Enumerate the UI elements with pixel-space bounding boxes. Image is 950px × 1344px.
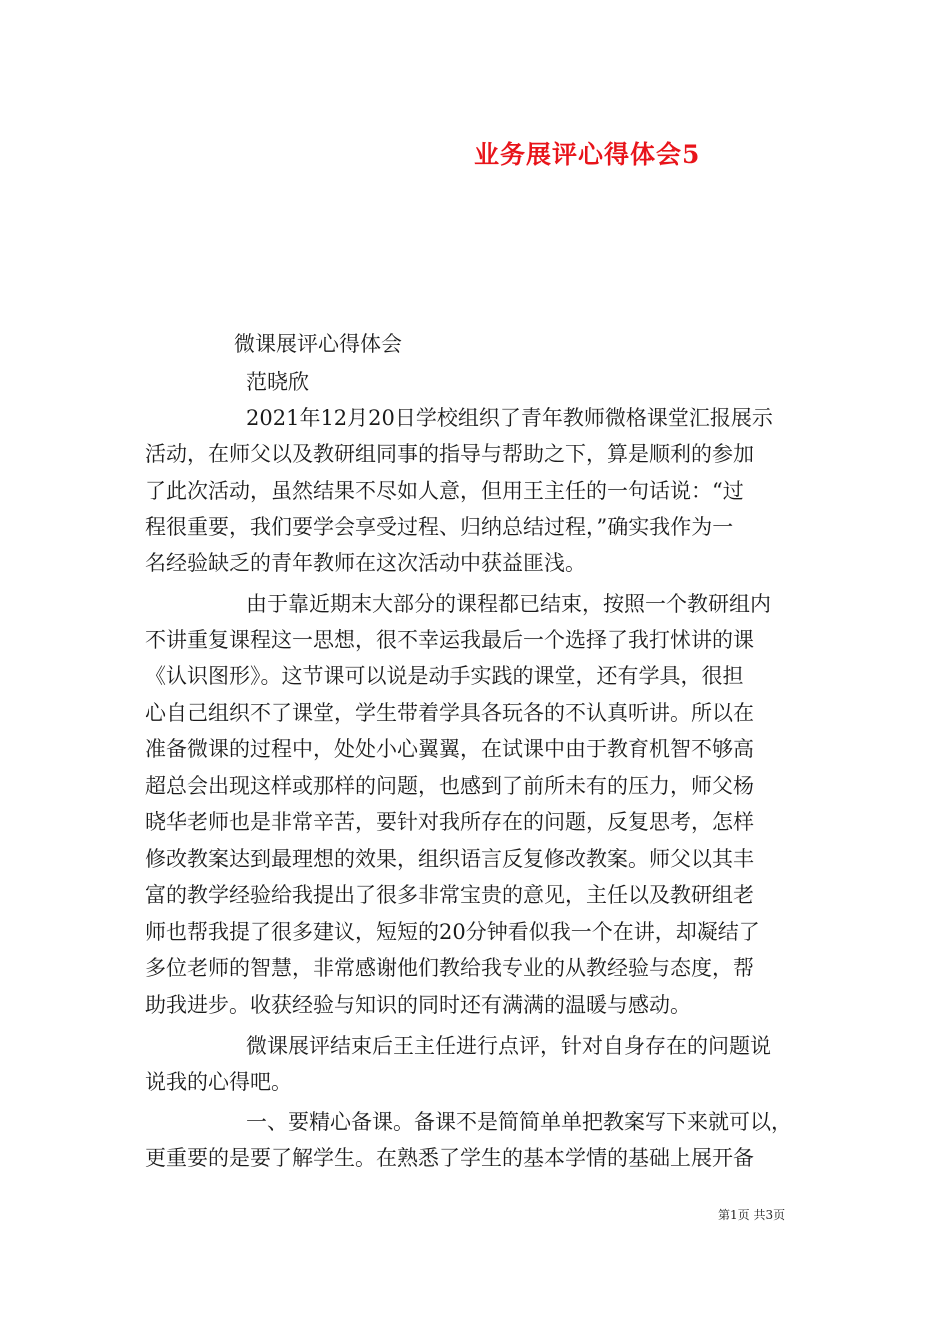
paragraph-line: 富的教学经验给我提出了很多非常宝贵的意见，主任以及教研组老: [145, 883, 754, 907]
paragraph-line: 师也帮我提了很多建议，短短的20分钟看似我一个在讲，却凝结了: [145, 920, 760, 944]
paragraph-line: 活动，在师父以及教研组同事的指导与帮助之下，算是顺利的参加: [145, 442, 754, 466]
paragraph-line: 由于靠近期末大部分的课程都已结束，按照一个教研组内: [246, 592, 771, 616]
paragraph-line: 心自己组织不了课堂，学生带着学具各玩各的不认真听讲。所以在: [145, 701, 754, 725]
document-title: 业务展评心得体会5: [474, 140, 701, 169]
paragraph-line: 更重要的是要了解学生。在熟悉了学生的基本学情的基础上展开备: [145, 1146, 754, 1170]
paragraph-line: 《认识图形》。这节课可以说是动手实践的课堂，还有学具，很担: [145, 664, 744, 688]
paragraph-line: 2021年12月20日学校组织了青年教师微格课堂汇报展示: [246, 406, 773, 430]
paragraph-line: 名经验缺乏的青年教师在这次活动中获益匪浅。: [145, 551, 586, 575]
paragraph-line: 超总会出现这样或那样的问题，也感到了前所未有的压力，师父杨: [145, 774, 754, 798]
paragraph-line: 晓华老师也是非常辛苦，要针对我所存在的问题，反复思考，怎样: [145, 810, 754, 834]
article-title: 微课展评心得体会: [234, 332, 402, 356]
paragraph-line: 助我进步。收获经验与知识的同时还有满满的温暖与感动。: [145, 993, 691, 1017]
paragraph-line: 微课展评结束后王主任进行点评，针对自身存在的问题说: [246, 1034, 771, 1058]
paragraph-line: 说我的心得吧。: [145, 1070, 292, 1094]
paragraph-line: 了此次活动，虽然结果不尽如人意，但用王主任的一句话说：“过: [145, 479, 744, 503]
page-footer: 第1页 共3页: [718, 1208, 786, 1222]
paragraph-line: 准备微课的过程中，处处小心翼翼，在试课中由于教育机智不够高: [145, 737, 754, 761]
paragraph-line: 修改教案达到最理想的效果，组织语言反复修改教案。师父以其丰: [145, 847, 754, 871]
paragraph-line: 程很重要，我们要学会享受过程、归纳总结过程，”确实我作为一: [145, 515, 734, 539]
paragraph-line: 多位老师的智慧，非常感谢他们教给我专业的从教经验与态度，帮: [145, 956, 754, 980]
author-name: 范晓欣: [246, 370, 309, 394]
paragraph-line: 不讲重复课程这一思想，很不幸运我最后一个选择了我打怵讲的课: [145, 628, 754, 652]
paragraph-line: 一、要精心备课。备课不是简简单单把教案写下来就可以，: [246, 1110, 792, 1134]
